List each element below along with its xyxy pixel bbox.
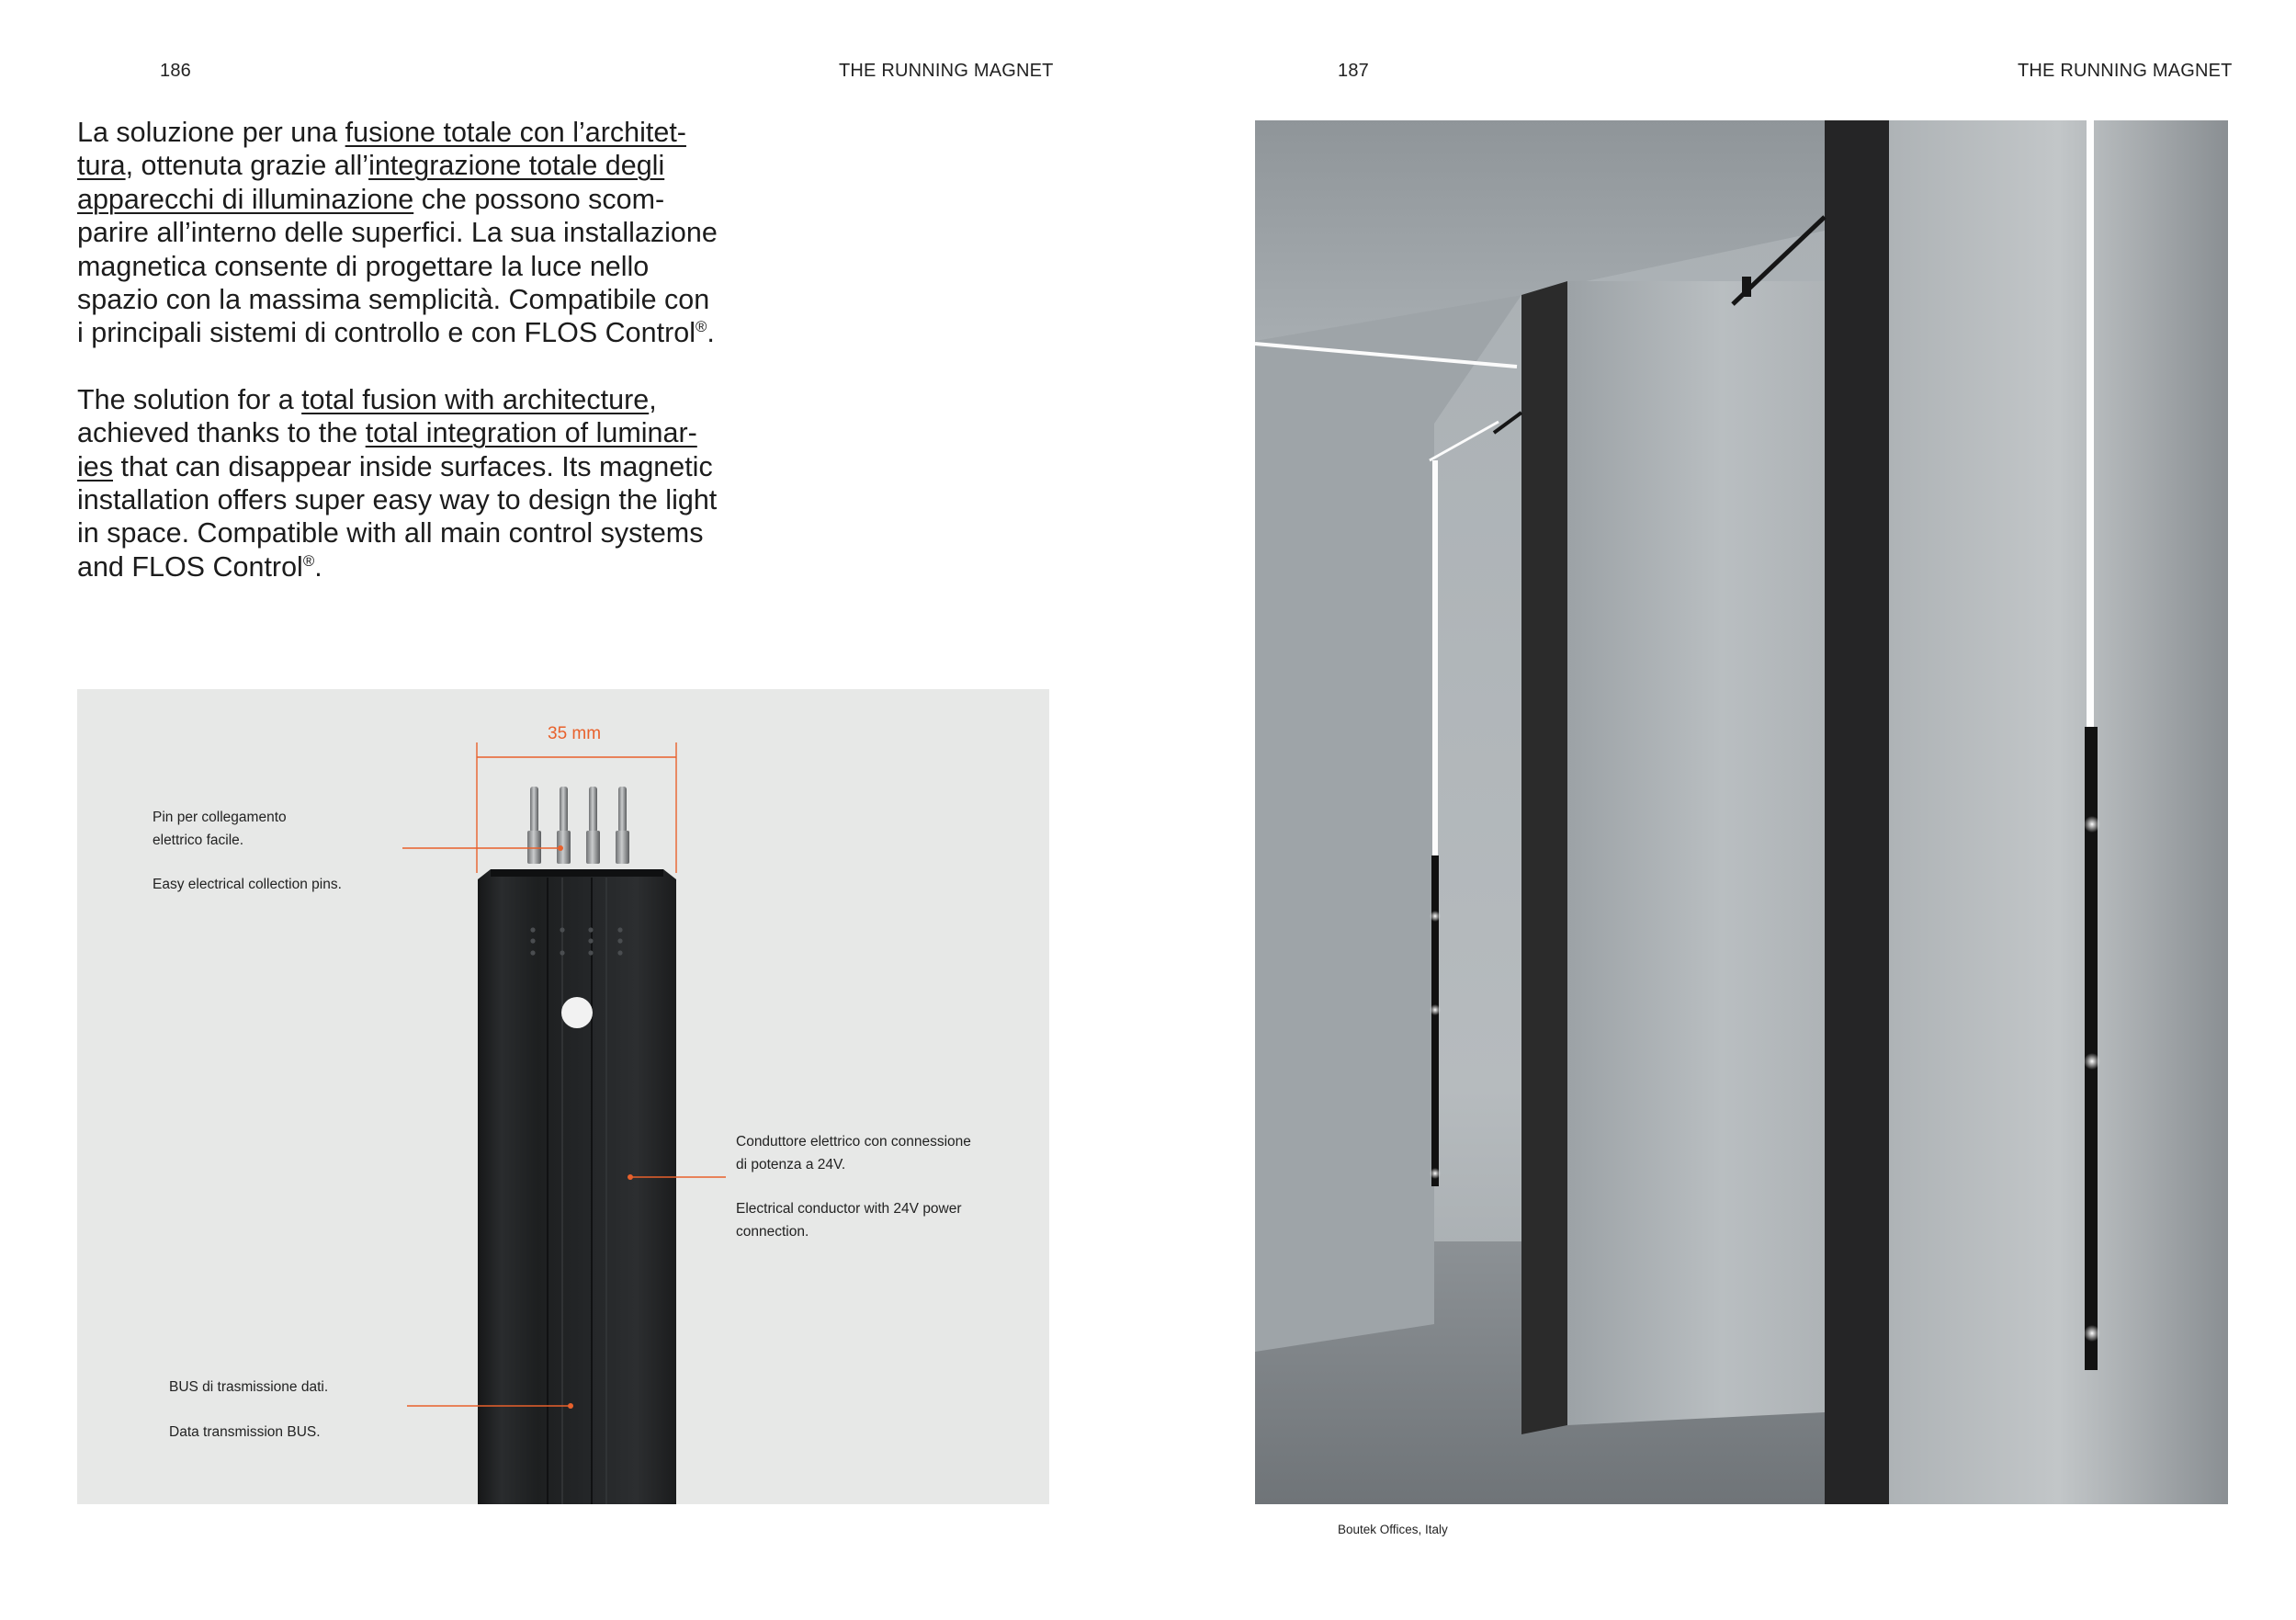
- text-run: ,: [649, 383, 657, 415]
- text-run: and FLOS Control: [77, 550, 303, 583]
- page-number-right: 187: [1338, 61, 1369, 81]
- conductor-callout: [736, 1131, 1030, 1243]
- dimension-marker: [477, 742, 676, 873]
- italian-paragraph: [77, 116, 748, 350]
- text-run: The solution for a: [77, 383, 302, 415]
- text-run: achieved thanks to the: [77, 417, 366, 449]
- registered-mark: ®: [695, 318, 707, 336]
- page-number-left: 186: [160, 61, 191, 81]
- text-run: , ottenuta grazie all’: [125, 150, 369, 182]
- text-run: che possono scom-: [413, 183, 665, 215]
- photo-caption: Boutek Offices, Italy: [1338, 1523, 1448, 1536]
- text-run: that can disappear inside surfaces. Its magnetic: [113, 450, 713, 482]
- english-paragraph: [77, 383, 748, 583]
- pins-callout-en: Easy electrical collection pins.: [153, 877, 342, 892]
- architecture-photo: [1255, 120, 2228, 1504]
- connector-body: [478, 869, 676, 1504]
- text-run: magnetica consente di progettare la luce nello: [77, 250, 650, 282]
- connector-pins: [527, 787, 629, 864]
- bus-callout: [169, 1376, 408, 1444]
- pins-callout-it: Pin per collegamento elettrico facile.: [153, 810, 287, 848]
- intro-text: [77, 116, 748, 583]
- underlined-text: apparecchi di illuminazione: [77, 183, 414, 215]
- pins-callout: [153, 807, 391, 897]
- text-run: La soluzione per una: [77, 117, 345, 148]
- text-run: .: [314, 550, 322, 583]
- text-run: spazio con la massima semplicità. Compatibile con: [77, 284, 710, 316]
- underlined-text: total integration of luminar-: [365, 417, 697, 449]
- interior-photo: [1255, 120, 2228, 1504]
- connector-diagram: [77, 689, 1049, 1504]
- text-run: parire all’interno delle superfici. La sua installazione: [77, 217, 718, 249]
- text-run: .: [707, 317, 715, 349]
- bus-callout-it: BUS di trasmissione dati.: [169, 1379, 329, 1395]
- bus-callout-en: Data transmission BUS.: [169, 1423, 321, 1440]
- running-title-left: THE RUNNING MAGNET: [839, 61, 1054, 81]
- conductor-callout-it: Conduttore elettrico con connessione di potenza a 24V.: [736, 1134, 971, 1173]
- running-title-right: THE RUNNING MAGNET: [2018, 61, 2233, 81]
- underlined-text: ies: [77, 450, 113, 482]
- text-run: installation offers super easy way to design the light: [77, 484, 718, 516]
- underlined-text: total fusion with architecture: [301, 383, 650, 415]
- text-run: i principali sistemi di controllo e con FLOS Control: [77, 317, 696, 349]
- dimension-label: 35 mm: [548, 724, 602, 743]
- registered-mark: ®: [302, 551, 315, 570]
- conductor-callout-en: Electrical conductor with 24V power connection.: [736, 1201, 962, 1240]
- underlined-text: tura: [77, 150, 126, 182]
- underlined-text: fusione totale con l’architet-: [345, 117, 686, 148]
- text-run: in space. Compatible with all main control systems: [77, 517, 704, 549]
- underlined-text: integrazione totale degli: [368, 150, 665, 182]
